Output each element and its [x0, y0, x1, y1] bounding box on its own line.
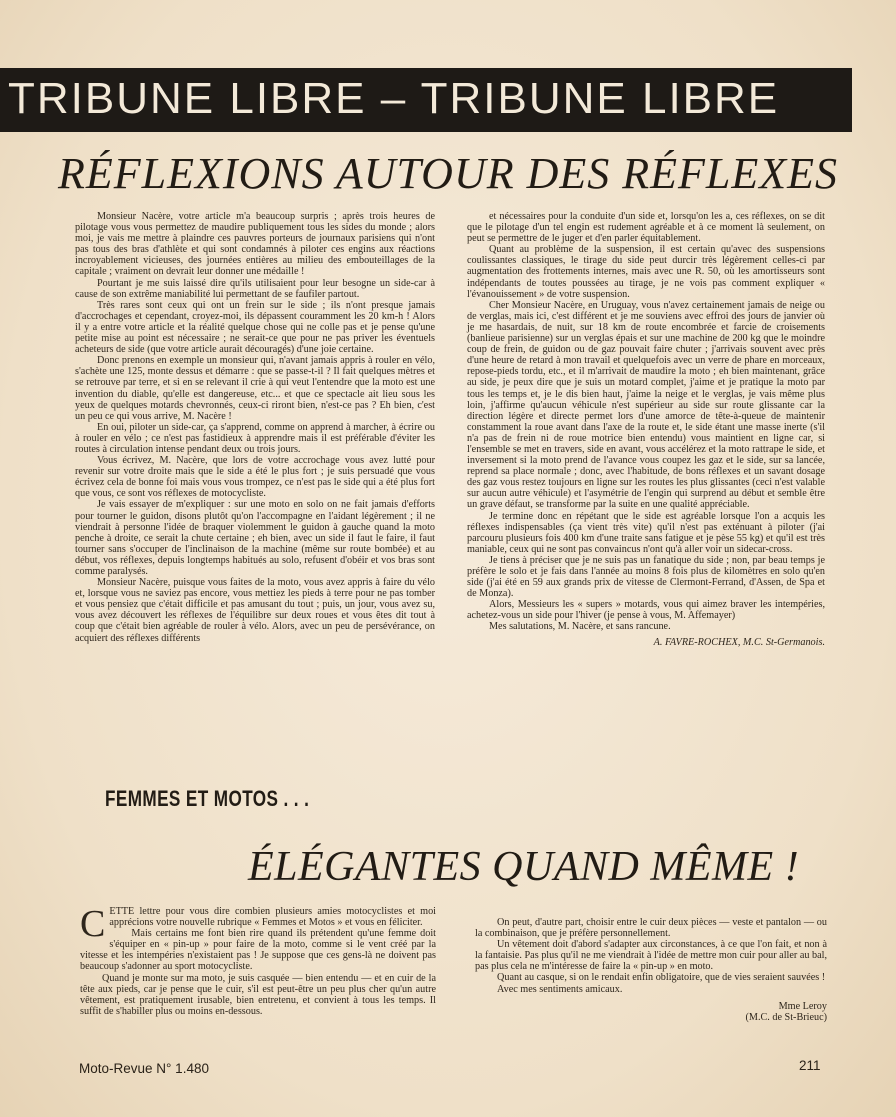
- magazine-issue: Moto-Revue N° 1.480: [79, 1061, 209, 1076]
- paragraph: Un vêtement doit d'abord s'adapter aux circonstances, à ce que l'on fait, et non à la fantaisie. Pas plus qu'il ne me viendrait à l'idée de mettre mon cuir pour aller au bal, pas plus cela ne m'intéresse de faire la « pin-up » en moto.: [475, 939, 827, 973]
- paragraph: Monsieur Nacère, votre article m'a beaucoup surpris ; après trois heures de pilotage vous vous permettez de maudire publiquement tous les sides du monde ; alors moi, je vais me mettre à plaindre ces pauvres porteurs de journaux parisiens qui n'ont pas tous des bras d'athlète et qui sont condamnés à piloter ces engins aux réactions incroyablement vicieuses, des journées entières au milieu des embouteillages de la capitale ; vraiment on devrait leur donner une médaille !: [75, 211, 435, 278]
- paragraph-text: ETTE lettre pour vous dire combien plusieurs amies motocyclistes et moi apprécions votre nouvelle rubrique « Femmes et Motos » et vous en féliciter.: [109, 906, 436, 929]
- letter-column-left: [80, 903, 436, 1017]
- paragraph: Donc prenons en exemple un monsieur qui, n'avant jamais appris à rouler en vélo, s'achète une 125, monte dessus et démarre : que se passe-t-il ? Il fait quelques mètres et se retrouve par terre, et si en se relevant il crie à qui veut l'entendre que la moto est une invention du diable, qu'elle est dangereuse, etc... et que ce spectacle ait lieu sous les yeux de quelques motards chevronnés, ceux-ci riront bien, n'est-ce pas ? Eh bien, c'est un peu ce qui vous arrive, M. Nacère !: [75, 355, 435, 422]
- signature-name: Mme Leroy: [778, 1000, 827, 1012]
- paragraph: Pourtant je me suis laissé dire qu'ils utilisaient pour leur besogne un side-car à cause de son extrême maniabilité lui permettant de se faufiler partout.: [75, 277, 435, 300]
- paragraph: Je termine donc en répétant que le side est agréable lorsque l'on a acquis les réflexes indispensables (ça vient très vite) qu'il n'est pas exténuant à piloter (j'ai parcouru plusieurs fois 400 km d'une traite sans fatigue et je pèse 55 kg) et qu'il est très maniable, ceux qui ne sont pas convaincus n'ont qu'à aller voir un sidecar-cross.: [467, 510, 825, 555]
- drop-cap: C: [80, 903, 106, 945]
- paragraph: Cher Monsieur Nacère, en Uruguay, vous n'avez certainement jamais de neige ou de verglas, mais ici, c'est différent et je me souviens avec effroi des jours de janvier où je me hasardais, de nuit, sur 18 km de route encombrée et farcie de croisements (banlieue parisienne) sur un verglas épais et sur une machine de 200 kg que le moindre coup de frein, de guidon ou de gaz pouvait faire chuter ; j'arrivais souvent avec près d'une heure de retard à mon travail et quelquefois avec un verre de phare en morceaux, repose-pieds tordu, etc., et il m'arrivait de maudire la moto ; eh bien maintenant, grâce au side, je peux dire que je suis un motard complet, j'aime et je pratique la moto par tous les temps et, je le dis bien haut, j'aime la neige et le verglas, je vais même plus loin, j'affirme qu'aucun véhicule n'est supérieur au side sur route glissante car la direction légère et directe permet lors d'une amorce de tête-à-queue de maintenir constamment la roue avant dans l'axe de la route et, le side étant une masse inerte (s'il n'a pas de frein ni de roue motrice bien entendu) vous maintient en ligne car, si l'ensemble se met en travers, side en avant, vous accélérez et la moto rattrape le side, et inversement si la moto prend de l'avance vous coupez les gaz et le side, sur sa lancée, reprend sa place normale ; donc, avec l'habitude, de bons réflexes et un savant dosage des gaz vous restez toujours en ligne sur les routes les plus glissantes (ceci n'est valable sur aucun autre véhicule) et l'asymétrie de l'engin qui surprend au début et semble être un grave défaut, se transforme par la suite en une qualité appréciable.: [467, 299, 825, 511]
- paragraph: Je tiens à préciser que je ne suis pas un fanatique du side ; non, par beau temps je préfère le solo et je fais dans l'année au moins 8 fois plus de kilomètres en solo qu'en side (j'ai été en 59 aux grands prix de vitesse de Clermont-Ferrand, d'Assen, de Spa et de Monza).: [467, 554, 825, 600]
- section-kicker: FEMMES ET MOTOS . . .: [105, 786, 310, 811]
- paragraph: Mes salutations, M. Nacère, et sans rancune.: [489, 621, 671, 633]
- article-title-2: ÉLÉGANTES QUAND MÊME !: [248, 844, 800, 890]
- paragraph: Monsieur Nacère, puisque vous faites de la moto, vous avez appris à faire du vélo et, lorsque vous ne saviez pas encore, vous mettiez les pieds à terre pour ne pas tomber et vous pensiez que c'était difficile et pas amusant du tout ; puis, un jour, vous avez su, vous avez découvert les réflexes de l'équilibre sur deux roues et vous êtes dit tout à coup que c'était bien agréable de rouler à vélo. Alors, avec un peu de persévérance, on acquiert des réflexes différents: [75, 577, 435, 644]
- article-column-right: [467, 211, 825, 648]
- author-signature: A. FAVRE-ROCHEX, M.C. St-Germanois.: [653, 636, 825, 648]
- article-title: RÉFLEXIONS AUTOUR DES RÉFLEXES: [58, 149, 838, 198]
- paragraph: On peut, d'autre part, choisir entre le cuir deux pièces — veste et pantalon — ou la combinaison, que je préfère personnellement.: [475, 917, 827, 940]
- paragraph: Vous écrivez, M. Nacère, que lors de votre accrochage vous avez lutté pour revenir sur votre droite mais que le side a été le plus fort ; je suis persuadé que vous écrivez cela de bonne foi mais vous vous trompez, ce n'est pas le side qui a été plus fort que vous, ce sont vos réflexes de motocycliste.: [75, 455, 435, 500]
- paragraph: Quand je monte sur ma moto, je suis casquée — bien entendu — et en cuir de la tête aux pieds, car je pense que le cuir, s'il est peut-être un peu plus cher qu'un autre vêtement, est pratiquement irusable, bien entretenu, et convient à tous les temps. Il suffit de s'habiller plus ou moins en-dessous.: [80, 972, 436, 1017]
- paragraph: Très rares sont ceux qui ont un frein sur le side ; ils n'ont presque jamais d'accrochages et cependant, croyez-moi, ils dépassent couramment les 20 km-h ! Alors il y a entre votre article et la réalité quelque chose qui ne colle pas et je pense qu'une petite mise au point est nécessaire ; ne serait-ce que pour ne pas priver les éventuels acheteurs de side (que votre article aurait découragés) d'une joie certaine.: [75, 299, 435, 356]
- paragraph: Avec mes sentiments amicaux.: [497, 983, 623, 995]
- paragraph: En oui, piloter un side-car, ça s'apprend, comme on apprend à marcher, à écrire ou à rouler en vélo ; ce n'est pas fastidieux à apprendre mais il est préférable d'éviter les routes à circulation intense pendant deux ou trois jours.: [75, 421, 435, 455]
- paragraph: Mais certains me font bien rire quand ils prétendent qu'une femme doit s'équiper en « pin-up » pour faire de la moto, comme si le vent créé par la vitesse et les intempéries n'existaient pas ! Je suppose que ces gens-là ne doivent pas beaucoup s'adonner au sport motocycliste.: [80, 928, 436, 973]
- paragraph: Je vais essayer de m'expliquer : sur une moto en solo on ne fait jamais d'efforts pour tourner le guidon, disons plutôt qu'on l'accompagne en l'aidant légèrement ; il ne viendrait à personne l'idée de braquer violemment le guidon à gauche quand la moto penche à droite, ce serait la chute certaine ; eh bien, avec un side il faut le faire, il faut tourner sans s'occuper de l'inclinaison de la machine (même sur route bombée) et au début, vos réflexes, depuis longtemps habitués au solo, refusent d'obéir et vos bras sont comme paralysés.: [75, 499, 435, 577]
- paragraph: Alors, Messieurs les « supers » motards, vous qui aimez braver les intempéries, achetez-vous un side pour l'hiver (je pense à vous, M. Affemayer): [467, 599, 825, 622]
- section-banner: [0, 68, 852, 132]
- paragraph: Quant au problème de la suspension, il est certain qu'avec des suspensions coulissantes classiques, le tirage du side peut durcir très légèrement celles-ci par augmentation des frottements internes, mais avec une R. 50, où les amortisseurs sont indépendants de toutes poussées au tirage, je ne vois pas comment expliquer « l'évanouissement » de votre suspension.: [467, 244, 825, 300]
- signature-club: (M.C. de St-Brieuc): [745, 1011, 827, 1023]
- article-column-left: [75, 211, 435, 644]
- paragraph: [80, 903, 436, 945]
- letter-column-right: [475, 917, 827, 1023]
- paragraph: et nécessaires pour la conduite d'un side et, lorsqu'on les a, ces réflexes, on se dit que le pilotage d'un tel engin est rudement agréable et à ce moment là seulement, on peut se permettre de le juger et d'en parler équitablement.: [467, 211, 825, 245]
- letter-signature: [475, 1001, 827, 1023]
- page-number: 211: [799, 1058, 821, 1073]
- paragraph: Quant au casque, si on le rendait enfin obligatoire, que de vies seraient sauvées !: [497, 972, 826, 984]
- banner-title: TRIBUNE LIBRE – TRIBUNE LIBRE: [8, 74, 780, 123]
